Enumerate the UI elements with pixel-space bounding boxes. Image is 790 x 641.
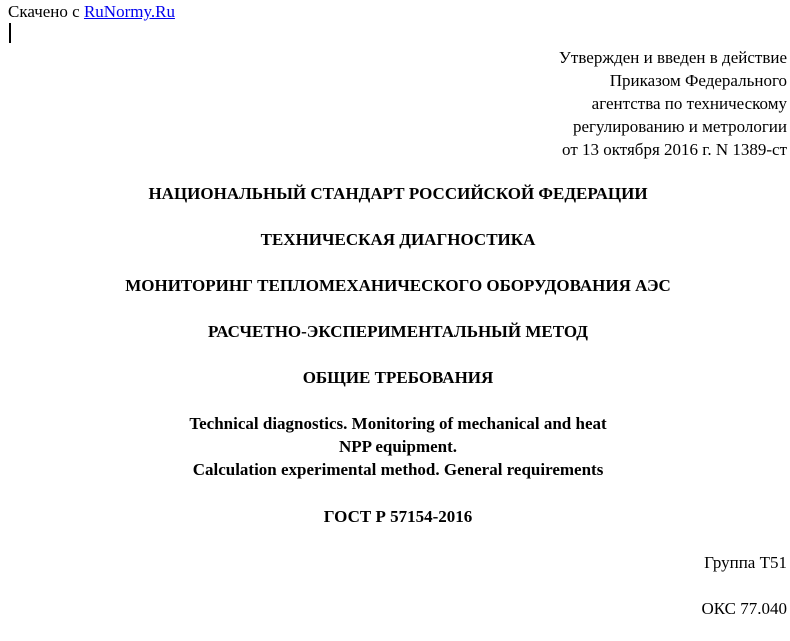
method-heading: РАСЧЕТНО-ЭКСПЕРИМЕНТАЛЬНЫЙ МЕТОД xyxy=(208,322,588,341)
subject-heading: ТЕХНИЧЕСКАЯ ДИАГНОСТИКА xyxy=(260,230,536,249)
approval-line: Приказом Федерального xyxy=(609,71,787,90)
approval-line: Утвержден и введен в действие xyxy=(558,48,787,67)
requirements-heading: ОБЩИЕ ТРЕБОВАНИЯ xyxy=(302,368,494,387)
english-title-line: Technical diagnostics. Monitoring of mechanical and heat xyxy=(189,414,607,433)
english-title-line: NPP equipment. xyxy=(338,437,458,456)
text-cursor xyxy=(9,23,11,43)
approval-line: агентства по техническому xyxy=(591,94,787,113)
english-title xyxy=(0,412,790,481)
approval-line: регулированию и метрологии xyxy=(572,117,787,136)
approval-block xyxy=(559,46,787,161)
national-standard-heading: НАЦИОНАЛЬНЫЙ СТАНДАРТ РОССИЙСКОЙ ФЕДЕРАЦИИ xyxy=(148,184,648,203)
group-code: Группа Т51 xyxy=(704,553,787,572)
source-line xyxy=(8,2,175,22)
oks-code: ОКС 77.040 xyxy=(701,599,787,618)
source-prefix: Скачено с xyxy=(8,2,80,21)
runormy-link[interactable]: RuNormy.Ru xyxy=(83,2,175,21)
english-title-line: Calculation experimental method. General requirements xyxy=(192,460,604,479)
approval-line: от 13 октября 2016 г. N 1389-ст xyxy=(562,140,787,159)
standard-number: ГОСТ Р 57154-2016 xyxy=(323,507,473,526)
title-heading: МОНИТОРИНГ ТЕПЛОМЕХАНИЧЕСКОГО ОБОРУДОВАНИЯ АЭС xyxy=(125,276,671,295)
